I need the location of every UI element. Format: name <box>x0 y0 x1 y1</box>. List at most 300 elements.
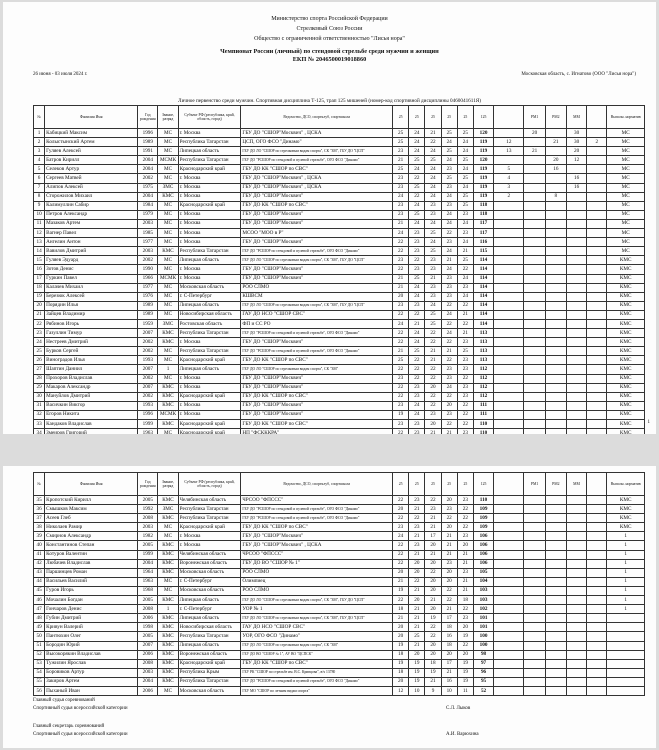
table-cell: 30 <box>566 138 586 147</box>
table-cell: 22 <box>393 238 409 247</box>
table-cell: 17 <box>425 532 441 541</box>
table-cell: 22 <box>409 192 425 201</box>
table-cell: 2004 <box>138 677 158 686</box>
table-cell: 18 <box>425 659 441 668</box>
table-cell: 23 <box>393 147 409 156</box>
table-cell: КМС <box>158 383 178 392</box>
column-header: РМ2 <box>545 106 566 129</box>
table-cell <box>494 319 524 328</box>
discipline-caption: Личное первенство среди мужчин. Спортивная дисциплина Т-125, трап 125 мишеней (номер-код спортивной дисциплины 0460041611Я) <box>178 98 481 104</box>
table-cell: 23 <box>441 365 457 374</box>
column-header <box>494 106 524 129</box>
table-cell: КМС <box>607 329 645 338</box>
table-cell: 13 <box>494 147 524 156</box>
table-cell: 23 <box>409 541 425 550</box>
table-cell: 25 <box>457 256 473 265</box>
table-cell: МС <box>158 523 178 532</box>
table-cell: 118 <box>473 201 493 210</box>
table-row <box>34 365 645 374</box>
table-cell: Алипов Алексей <box>45 183 138 192</box>
table-cell <box>566 347 586 356</box>
table-row <box>34 238 645 247</box>
table-cell: МС <box>607 192 645 201</box>
table-cell <box>494 301 524 310</box>
table-cell: 1977 <box>138 238 158 247</box>
table-cell <box>545 677 566 686</box>
table-cell <box>545 596 566 605</box>
table-cell <box>494 686 524 695</box>
table-row <box>34 283 645 292</box>
table-cell: г. Москва <box>178 401 241 410</box>
table-cell <box>587 586 607 595</box>
table-cell: 22 <box>425 374 441 383</box>
table-cell: 23 <box>393 256 409 265</box>
table-cell: 19 <box>457 632 473 641</box>
table-cell <box>545 668 566 677</box>
table-cell: 35 <box>34 496 45 505</box>
table-cell: МС <box>158 686 178 695</box>
table-cell: ГБУ ДО "СШОР"Москвич" <box>241 338 393 347</box>
table-cell <box>545 356 566 365</box>
table-cell: ГБУ ДО "СШОР"Москвич" <box>241 265 393 274</box>
table-cell: 23 <box>441 165 457 174</box>
table-cell: МС <box>158 256 178 265</box>
table-cell: 2003 <box>138 219 158 228</box>
table-cell: Рябинов Игорь <box>45 319 138 328</box>
table-cell: МС <box>607 147 645 156</box>
table-cell <box>587 319 607 328</box>
table-cell: 27 <box>34 365 45 374</box>
table-cell: 25 <box>425 319 441 328</box>
table-cell <box>524 165 545 174</box>
table-cell: 20 <box>457 541 473 550</box>
table-cell: 20 <box>34 301 45 310</box>
table-cell <box>524 577 545 586</box>
table-cell: 22 <box>457 641 473 650</box>
table-cell: Смирнов Александр <box>45 532 138 541</box>
table-cell: 24 <box>441 138 457 147</box>
table-cell: 23 <box>441 292 457 301</box>
table-cell: Сергеев Матвей <box>45 174 138 183</box>
table-cell <box>545 310 566 319</box>
table-cell: Тужилин Ярослав <box>45 659 138 668</box>
table-cell <box>524 677 545 686</box>
table-cell: 23 <box>457 356 473 365</box>
table-cell: КМС <box>607 429 645 434</box>
table-cell: 24 <box>441 210 457 219</box>
table-cell: 20 <box>425 641 441 650</box>
table-cell: 22 <box>393 429 409 434</box>
table-cell: УОР, ОГО ФСО "Динамо" <box>241 632 393 641</box>
table-cell <box>587 496 607 505</box>
table-header-row <box>34 106 645 129</box>
table-cell: 21 <box>457 329 473 338</box>
table-cell <box>494 256 524 265</box>
table-cell: 119 <box>473 183 493 192</box>
table-cell: 2007 <box>138 365 158 374</box>
table-cell: МСМК <box>158 156 178 165</box>
table-cell <box>566 677 586 686</box>
table-cell: 22 <box>425 365 441 374</box>
table-cell: Московская область <box>178 568 241 577</box>
table-cell: 1 <box>607 596 645 605</box>
table-cell: Бурков Сергей <box>45 347 138 356</box>
table-row <box>34 550 645 559</box>
table-cell: 23 <box>425 256 441 265</box>
table-cell: ГБУ ДО ЛО "СШОР по стрелковым видам спорта", СК "ЗМ", ГБУ ДО "ЦСП" <box>241 256 393 265</box>
table-row <box>34 310 645 319</box>
table-cell <box>566 201 586 210</box>
table-cell: 1 <box>607 577 645 586</box>
table-cell: г. Москва <box>178 383 241 392</box>
table-cell: КМС <box>607 310 645 319</box>
table-cell: МС <box>158 265 178 274</box>
table-cell: 2003 <box>138 668 158 677</box>
table-cell <box>524 505 545 514</box>
table-cell: 20 <box>393 632 409 641</box>
table-cell: 24 <box>34 338 45 347</box>
table-cell <box>524 514 545 523</box>
table-cell <box>545 605 566 614</box>
column-header: Звание, разряд <box>158 106 178 129</box>
column-header: РМ2 <box>545 473 566 496</box>
table-cell: 2006 <box>138 686 158 695</box>
table-cell <box>545 550 566 559</box>
table-cell: 24 <box>409 410 425 419</box>
table-cell <box>545 292 566 301</box>
table-cell <box>545 523 566 532</box>
table-cell: ГБУ ДО "СШОР"Москвич" <box>241 219 393 228</box>
table-cell <box>524 138 545 147</box>
table-cell <box>607 641 645 650</box>
column-header: РМ1 <box>524 106 545 129</box>
table-cell: 1 <box>158 365 178 374</box>
table-cell: 24 <box>425 219 441 228</box>
table-cell: 24 <box>409 219 425 228</box>
table-cell <box>607 632 645 641</box>
table-cell: 119 <box>473 147 493 156</box>
table-cell <box>545 623 566 632</box>
table-cell: г. Москва <box>178 219 241 228</box>
table-cell: 98 <box>473 650 493 659</box>
table-cell: Московская область <box>178 586 241 595</box>
table-cell: 24 <box>425 165 441 174</box>
column-header: Фамилия Имя <box>45 473 138 496</box>
table-cell: 11 <box>457 686 473 695</box>
table-cell: Краснодарский край <box>178 201 241 210</box>
table-cell <box>524 283 545 292</box>
table-cell: 16 <box>566 183 586 192</box>
table-cell: 18 <box>393 668 409 677</box>
table-cell: 1989 <box>138 310 158 319</box>
table-cell: Краснодарский край <box>178 392 241 401</box>
table-cell: 1 <box>34 129 45 138</box>
table-cell: 2002 <box>138 256 158 265</box>
table-cell <box>566 401 586 410</box>
table-cell: 109 <box>473 505 493 514</box>
table-cell <box>566 605 586 614</box>
table-cell: 22 <box>457 265 473 274</box>
table-cell: Калачев Михаил <box>45 283 138 292</box>
table-cell: 16 <box>441 677 457 686</box>
table-row <box>34 347 645 356</box>
table-cell <box>524 247 545 256</box>
table-cell: 55 <box>34 677 45 686</box>
table-cell: Прохоров Владислав <box>45 374 138 383</box>
table-cell <box>524 310 545 319</box>
table-cell: 23 <box>409 265 425 274</box>
table-cell <box>524 356 545 365</box>
table-cell: 25 <box>409 274 425 283</box>
table-cell <box>524 623 545 632</box>
table-cell: МС <box>607 219 645 228</box>
table-cell: г. С-Петербург <box>178 605 241 614</box>
table-cell: Республика Татарстан <box>178 347 241 356</box>
table-cell <box>587 365 607 374</box>
table-cell: 23 <box>409 523 425 532</box>
table-cell: КМС <box>158 568 178 577</box>
table-cell: 17 <box>441 614 457 623</box>
table-cell: 23 <box>393 174 409 183</box>
table-cell: 111 <box>473 410 493 419</box>
table-row <box>34 650 645 659</box>
table-cell: 23 <box>441 559 457 568</box>
table-cell: 20 <box>425 559 441 568</box>
table-cell: 10 <box>441 686 457 695</box>
table-cell: ФП и СС РО <box>241 319 393 328</box>
table-cell <box>494 219 524 228</box>
table-cell <box>545 265 566 274</box>
column-header: ММ <box>566 473 586 496</box>
table-cell: 2002 <box>138 174 158 183</box>
table-cell: 23 <box>457 496 473 505</box>
table-cell <box>587 650 607 659</box>
table-cell <box>545 219 566 228</box>
table-cell: Краснодарский край <box>178 165 241 174</box>
table-cell: КМС <box>607 496 645 505</box>
table-cell: Пантюхин Олег <box>45 632 138 641</box>
table-cell: 24 <box>425 174 441 183</box>
table-cell: 51 <box>34 641 45 650</box>
table-cell <box>566 338 586 347</box>
table-row <box>34 129 645 138</box>
table-cell: 22 <box>441 229 457 238</box>
table-cell: 114 <box>473 319 493 328</box>
table-cell: 50 <box>34 632 45 641</box>
table-cell: 114 <box>473 256 493 265</box>
table-cell: Закиров Артем <box>45 677 138 686</box>
table-cell: 21 <box>409 586 425 595</box>
table-row <box>34 523 645 532</box>
table-cell <box>494 420 524 429</box>
table-cell <box>494 623 524 632</box>
protocol-page-2 <box>3 466 656 748</box>
table-cell: Калимуллин Сабир <box>45 201 138 210</box>
table-cell: МС <box>158 129 178 138</box>
table-cell <box>545 514 566 523</box>
column-header: Звание, разряд <box>158 473 178 496</box>
table-cell: 2005 <box>138 596 158 605</box>
table-cell: 3 <box>494 183 524 192</box>
table-cell: 2 <box>587 138 607 147</box>
table-cell <box>494 632 524 641</box>
table-cell: 21 <box>425 550 441 559</box>
table-cell: 23 <box>457 210 473 219</box>
table-cell: ГБУ ДО "РСШОР по стендовой и пулевой стрельбе", ОГО ФСО "Динамо" <box>241 505 393 514</box>
table-cell <box>587 550 607 559</box>
table-cell: 2008 <box>138 605 158 614</box>
table-cell: 20 <box>425 605 441 614</box>
table-cell <box>545 577 566 586</box>
table-cell: 17 <box>34 274 45 283</box>
table-cell: 14 <box>34 247 45 256</box>
table-cell <box>566 429 586 434</box>
table-cell: 114 <box>473 265 493 274</box>
table-cell <box>566 410 586 419</box>
table-cell: 1 <box>607 541 645 550</box>
table-cell: 106 <box>473 550 493 559</box>
table-cell: ГБУ ДО "РСШОР по стендовой и пулевой стрельбе", ОГО ФСО "Динамо" <box>241 677 393 686</box>
table-cell: МС <box>158 210 178 219</box>
table-cell: 23 <box>425 505 441 514</box>
table-cell: 38 <box>34 523 45 532</box>
table-cell: 24 <box>457 147 473 156</box>
table-cell: Кропотский Кирилл <box>45 496 138 505</box>
table-cell: ГБУ ДО КК "СШОР по СВС" <box>241 420 393 429</box>
table-cell <box>566 238 586 247</box>
table-cell: 23 <box>441 283 457 292</box>
table-cell: 16 <box>545 165 566 174</box>
table-cell: 30 <box>566 129 586 138</box>
table-cell <box>587 577 607 586</box>
table-cell: 22 <box>441 301 457 310</box>
column-header: Год рождения <box>138 106 158 129</box>
table-cell: 114 <box>473 283 493 292</box>
table-cell: ГБУ ДО "СШОР"Москвич" <box>241 274 393 283</box>
table-cell: 22 <box>425 329 441 338</box>
table-cell: МС <box>158 219 178 228</box>
table-cell: 22 <box>425 338 441 347</box>
table-cell <box>566 165 586 174</box>
table-cell: 25 <box>393 356 409 365</box>
table-cell: 21 <box>409 623 425 632</box>
table-cell: 1 <box>607 532 645 541</box>
table-cell: 25 <box>441 147 457 156</box>
table-cell <box>566 329 586 338</box>
table-cell: Бородин Юрий <box>45 641 138 650</box>
table-cell: КМС <box>158 641 178 650</box>
table-cell: г. Москва <box>178 532 241 541</box>
table-cell: 13 <box>34 238 45 247</box>
table-cell: 1996 <box>138 129 158 138</box>
table-cell <box>587 174 607 183</box>
table-cell: Паршинцев Роман <box>45 568 138 577</box>
table-cell <box>566 632 586 641</box>
table-cell: КМС <box>158 668 178 677</box>
table-row <box>34 596 645 605</box>
table-cell: 20 <box>457 650 473 659</box>
table-cell <box>524 614 545 623</box>
table-cell: 19 <box>393 586 409 595</box>
table-cell: 21 <box>457 586 473 595</box>
table-cell: 22 <box>457 319 473 328</box>
table-cell: МС <box>158 347 178 356</box>
table-cell: 19 <box>425 614 441 623</box>
table-cell: 2003 <box>138 247 158 256</box>
table-cell <box>566 219 586 228</box>
table-cell: КМС <box>158 514 178 523</box>
table-cell: 20 <box>409 650 425 659</box>
table-row <box>34 156 645 165</box>
table-cell: МС <box>158 174 178 183</box>
table-cell: 52 <box>34 650 45 659</box>
table-cell: 23 <box>393 374 409 383</box>
table-cell <box>587 605 607 614</box>
table-row <box>34 429 645 434</box>
table-cell: Республика Татарстан <box>178 138 241 147</box>
table-cell <box>545 614 566 623</box>
table-cell: 19 <box>393 641 409 650</box>
column-header: 25 <box>457 106 473 129</box>
table-cell: 20 <box>393 568 409 577</box>
table-cell <box>566 420 586 429</box>
table-cell <box>587 129 607 138</box>
table-row <box>34 420 645 429</box>
table-cell: 24 <box>409 283 425 292</box>
table-cell: 21 <box>441 550 457 559</box>
table-cell: 20 <box>441 401 457 410</box>
table-cell: 21 <box>425 523 441 532</box>
table-cell: Московская область <box>178 686 241 695</box>
table-cell <box>587 219 607 228</box>
table-cell: 18 <box>393 605 409 614</box>
table-cell: 29 <box>34 383 45 392</box>
table-cell: Макаров Александр <box>45 383 138 392</box>
table-cell <box>566 596 586 605</box>
table-cell: 24 <box>409 138 425 147</box>
table-cell: КМС <box>158 559 178 568</box>
table-cell: МС <box>158 238 178 247</box>
table-cell: 22 <box>409 514 425 523</box>
table-cell: КМС <box>607 256 645 265</box>
table-cell <box>587 632 607 641</box>
table-cell: 1 <box>607 550 645 559</box>
table-cell <box>494 265 524 274</box>
table-row <box>34 586 645 595</box>
table-cell: 2007 <box>138 329 158 338</box>
table-cell: 2005 <box>138 632 158 641</box>
table-cell <box>494 559 524 568</box>
table-cell: ГБУ ДО "СШОР"Москвич" <box>241 210 393 219</box>
table-cell: 12 <box>494 138 524 147</box>
table-cell: 16 <box>566 174 586 183</box>
table-cell: Сторожилов Михаил <box>45 192 138 201</box>
table-cell: 1979 <box>138 210 158 219</box>
table-cell <box>545 329 566 338</box>
table-cell: ГБУ ДО "СШОР"Москвич" <box>241 401 393 410</box>
table-cell: 2008 <box>138 659 158 668</box>
table-cell: 22 <box>457 523 473 532</box>
table-cell: КШВСМ <box>241 292 393 301</box>
table-cell: ГБУ ДО ВО "СШОР № 1" <box>241 559 393 568</box>
table-cell: 1968 <box>138 586 158 595</box>
table-row <box>34 201 645 210</box>
table-cell: ГБУ ДО ЛО "СШОР по стрелковым видам спорта", СК "ЗМ" <box>241 641 393 650</box>
table-cell: 37 <box>34 514 45 523</box>
table-cell <box>545 174 566 183</box>
table-cell: 23 <box>393 201 409 210</box>
table-cell: 22 <box>409 356 425 365</box>
